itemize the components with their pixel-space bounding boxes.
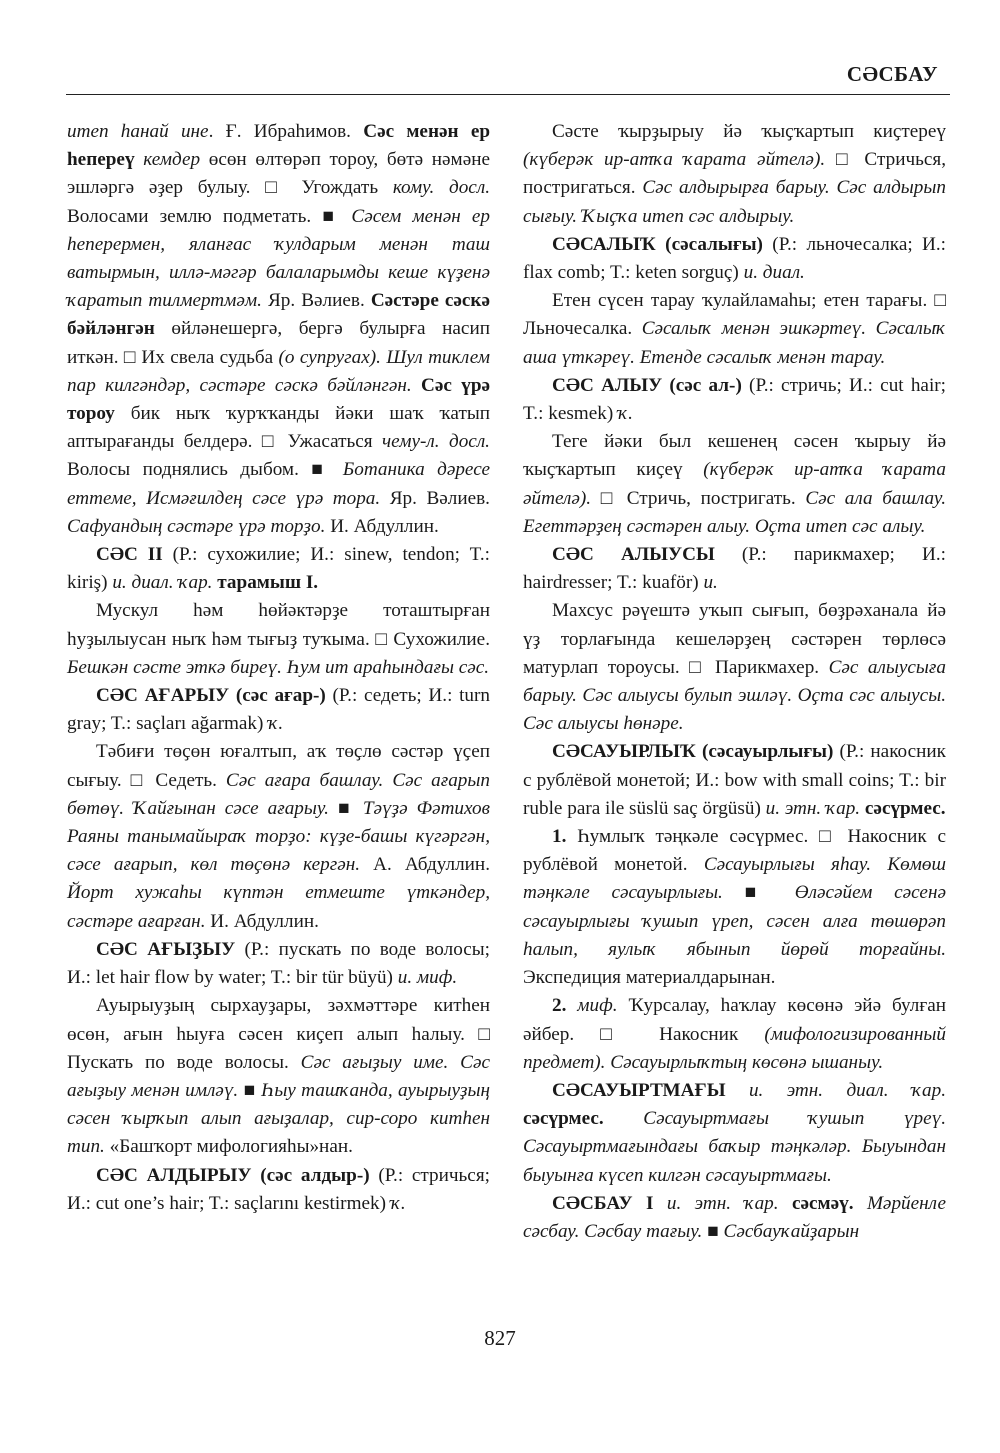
example-text: Сәсем менән ер һеперермен, яланғас ҡулдарым менән таш ватырмын, иллә-мәгәр балаларымды кеше күҙенә ҡаратып тилмертмәм. [67, 205, 490, 312]
body-text: өсөн өлтөрәп тороу, бөтә нәмәне эшләргә әҙер булыу. □ Угождать [67, 149, 491, 199]
body-text: Ауырыуҙың сырхауҙары, зәхмәттәре китһен өсөн, ағын һыуға сәсен киҫеп алып һалыу. □ Пускать по воде волосы. [67, 995, 490, 1073]
example-text: и. этн. диал. ҡар. [748, 1079, 947, 1101]
example-text: и. диал. ҡар. [112, 572, 213, 594]
headword-text: СӘСБАУ I [552, 1192, 654, 1214]
example-text: кому. досл. [392, 177, 490, 199]
dictionary-entry [67, 682, 490, 738]
example-text: ҡ. [390, 1192, 406, 1214]
headword-text: СӘС АЛДЫРЫУ (сәс алдыр-) [96, 1164, 370, 1186]
entry-definition [523, 597, 946, 738]
dictionary-entry [523, 1077, 946, 1190]
body-text: . Ғ. Ибраһимов. [208, 121, 364, 142]
example-text: Тәүҙә Фәтихов Раяны танымайыраҡ торҙо: күҙе-башы күгәргән, сәсе ағарып, көл төҫөнә кергән. [67, 797, 490, 876]
example-text: Һыу ташҡанда, ауырыуҙың сәсен ҡырҡып алып ағыҙалар, сир-соро китһен тип. [67, 1079, 490, 1158]
page-number: 827 [484, 1326, 516, 1350]
dictionary-entry [67, 1162, 490, 1218]
body-text: ■ [722, 882, 795, 904]
headword-text: Сәс үрә тороу [67, 374, 491, 425]
headword-text: тарамыш I. [217, 572, 319, 594]
body-text: И. Абдуллин. [205, 910, 319, 932]
headword-text: сәсүрмес. [523, 1108, 604, 1130]
example-text: Йорт хужаһы күптән етмеште үткәндер, сәстәре ағарған. [67, 882, 490, 932]
body-text: Волосы поднялись дыбом. ■ [67, 459, 343, 481]
entry-definition [67, 597, 490, 682]
entry-continuation [67, 118, 490, 541]
header-rule [66, 94, 950, 95]
headword-text: СӘС АҒАРЫУ (сәс ағар-) [96, 685, 326, 707]
body-text [566, 995, 577, 1016]
example-text: Сәс ағара башлау. Сәс ағарып бөтөү. Ҡайғынан сәсе ағарыу. [67, 769, 490, 819]
example-text: ҡ. [268, 713, 284, 735]
body-text: □ Стричься, постригаться. [523, 149, 946, 199]
headword-text: СӘС II [96, 544, 163, 566]
running-head: СӘСБАУ [846, 62, 938, 86]
body-text: бик ныҡ ҡурҡҡанды йәки шаҡ ҡатып аптырағанды белдерә. □ Ужасаться [67, 403, 490, 453]
body-text: И. Абдуллин. [325, 515, 439, 537]
headword-text: сәсмәү. [792, 1192, 854, 1214]
headword-text: Сәстәре сәскә бәйләнгән [67, 290, 490, 340]
dictionary-entry [523, 541, 946, 597]
body-text: өйләнешергә, бергә булырға насип иткән. □ Их свела судьба [67, 318, 490, 368]
example-text: итеп һанай ине [67, 121, 209, 142]
example-text: кемдер [143, 149, 201, 171]
dictionary-entry [523, 372, 946, 428]
left-column [67, 118, 490, 1218]
body-text: Һумлыҡ тәңкәле сәсүрмес. □ Накосник с рублёвой монетой. [523, 826, 946, 876]
body-text [653, 1193, 666, 1214]
body-text: (Р.: парикмахер; И.: hairdresser; T.: kuaför) [523, 544, 946, 594]
example-text: Мәрйенле сәсбау. Сәсбау тағыу. [523, 1192, 947, 1242]
body-text: Сәсте ҡырҙырыу йә ҡыҫҡартып киҫтереү [552, 121, 946, 142]
example-text: ҡ. [618, 403, 633, 425]
example-text: Ботаника дәресе еттеме, Исмәғилдең сәсе үрә тора. [67, 459, 490, 509]
example-text: Сәсауыртмағы ҡушып үреү. Сәсауыртмағындағы баҡыр тәңкәләр. Быуындан быуынға күсеп килгән сәсауыртмағы. [523, 1108, 946, 1186]
body-text: «Башҡорт мифологияһы»нан. [104, 1136, 353, 1158]
body-text [726, 1080, 749, 1101]
example-text: Сәс ала башлау. Егеттәрҙең сәстәрен алыу. Оҫта итеп сәс алыу. [523, 487, 946, 537]
body-text: Мускул һәм һөйәктәрҙе тоташтырған һуҙылыусан ныҡ һәм тығыҙ туҡыма. □ Сухожилие. [67, 600, 490, 650]
body-text [604, 1108, 644, 1129]
example-text: миф. [577, 995, 618, 1017]
body-text [779, 1193, 792, 1214]
body-text: □ Стричь, постригать. [591, 487, 806, 509]
example-text: Сәсалыҡ менән эшкәртеү. Сәсалыҡ аша үткәреү. Етенде сәсалыҡ менән тарау. [523, 318, 946, 368]
body-text: (Р.: стричься; И.: cut one’s hair; T.: saçlarını kestirmek) [67, 1164, 490, 1214]
body-text: Тәбиғи төҫөн юғалтып, аҡ төҫлө сәстәр үҫеп сығыу. □ Седеть. [67, 741, 490, 791]
headword-text: 2. [552, 995, 567, 1017]
headword-text: СӘСАУЫРТМАҒЫ [552, 1079, 726, 1101]
example-text: и. [703, 572, 718, 594]
example-text: и. диал. [743, 262, 805, 284]
headword-text: СӘС АЛЫУСЫ [552, 544, 715, 566]
dictionary-entry [67, 541, 490, 597]
headword-text: Сәс менән ер һеперeү [67, 121, 491, 171]
example-text: чему-л. досл. [382, 431, 490, 453]
entry-definition [523, 992, 946, 1077]
dictionary-entry [67, 936, 490, 992]
body-text: (Р.: сухожилие; И.: sinew, tendon; T.: kiriş) [67, 544, 490, 594]
entry-definition [67, 992, 490, 1161]
example-text: (күберәк ир-атҡа ҡарата әйтелә). [523, 149, 826, 171]
headword-text: 1. [552, 826, 567, 848]
dictionary-entry [523, 231, 946, 287]
headword-text: СӘС АҒЫҘЫУ [96, 938, 236, 960]
body-text: Теге йәки был кешенең сәсен ҡырыу йә ҡыҫҡартып киҫеү [523, 431, 946, 481]
example-text: (күберәк ир-атҡа ҡарата әйтелә). [523, 459, 946, 509]
body-text [412, 375, 421, 396]
body-text: ■ [328, 797, 363, 819]
body-text: (Р.: стричь; И.: cut hair; T.: kesmek) [523, 374, 946, 425]
entry-definition [523, 823, 946, 992]
body-text [854, 1193, 867, 1214]
body-text: А. Абдуллин. [360, 854, 490, 876]
body-text [135, 149, 144, 170]
example-text: Сәсауырлығы яһау. Көмөш тәңкәле сәсауырлығы. [523, 854, 946, 904]
example-text: Бешкән сәсте эткә биреү. Һум ит араһындағы сәс. [67, 656, 490, 678]
body-text: Яр. Вәлиев. [380, 487, 490, 509]
body-text: (Р.: пускать по воде волосы; И.: let hair flow by water; T.: bir tür büyü) [67, 938, 490, 989]
example-text: Сәс алыусыға барыу. Сәс алыусы булып эшләү. Оҫта сәс алыусы. Сәс алыусы һөнәре. [523, 656, 946, 735]
entry-definition [523, 118, 946, 231]
example-text: (о супругах). Шул тиклем пар килгәндәр, сәстәре сәскә бәйләнгән. [67, 346, 491, 396]
body-text: Етен сүсен тарау ҡулайламаһы; етен тарағы. □ Льночесалка. [523, 290, 946, 340]
body-text: Экспедиция материалдарынан. [523, 967, 776, 989]
example-text: Өләсәйем сәсенә сәсауырлығы ҡушып үреп, сәсен алға төшөрәп һалып, яулыҡ ябынып йөрөй торғайны. [523, 882, 946, 960]
headword-text: СӘСАЛЫҠ (сәсалығы) [552, 233, 763, 255]
body-text: Ҡурсалау, һаҡлау көсөнә эйә булған әйбер. □ Накосник [523, 995, 946, 1045]
entry-definition [67, 738, 490, 935]
example-text: Сәс алдырырға барыу. Сәс алдырып сығыу. Ҡыҫҡа итеп сәс алдырыу. [523, 177, 946, 227]
example-text: Сәс ағыҙыу име. Сәс ағыҙыу менән имләү. [67, 1051, 490, 1101]
example-text: (мифологизированный предмет). Сәсауырлыҡтың көсөнә ышаныу. [523, 1023, 946, 1073]
body-text: Махсус рәүештә уҡып сығып, бөҙрәханала йә үҙ торлағында кешеләрҙең сәстәрен төрлөсә матурлап тороусы. □ Парикмахер. [523, 600, 946, 678]
entry-definition [523, 287, 946, 372]
headword-text: СӘСАУЫРЛЫҠ (сәсауырлығы) [552, 741, 834, 763]
body-text: (Р.: накосник с рублёвой монетой; И.: bow with small coins; T.: bir ruble para ile süslü saç örgüsü) [523, 741, 946, 819]
dictionary-entry [523, 738, 946, 823]
example-text: Сафуандың сәстәре үрә торҙо. [67, 515, 326, 537]
dictionary-entry [523, 1190, 946, 1246]
right-column [523, 118, 946, 1246]
headword-text: СӘС АЛЫУ (сәс ал-) [552, 374, 742, 396]
body-text: ■ [238, 1079, 262, 1101]
entry-definition [523, 428, 946, 541]
body-text: ■ [702, 1220, 724, 1242]
body-text: Волосами землю подметать. ■ [67, 205, 352, 227]
body-text: (Р.: льночесалка; И.: flax comb; T.: keten sorguç) [523, 233, 947, 284]
example-text: и. этн. ҡар. [666, 1192, 779, 1214]
headword-text: сәсүрмес. [864, 797, 946, 819]
example-text: Сәсбауҡайҙарын [723, 1220, 860, 1242]
body-text: (Р.: седеть; И.: turn gray; T.: saçları ağarmak) [67, 685, 490, 735]
example-text: и. этн. ҡар. [765, 797, 861, 819]
body-text: Яр. Вәлиев. [261, 290, 371, 312]
example-text: и. миф. [397, 967, 458, 989]
